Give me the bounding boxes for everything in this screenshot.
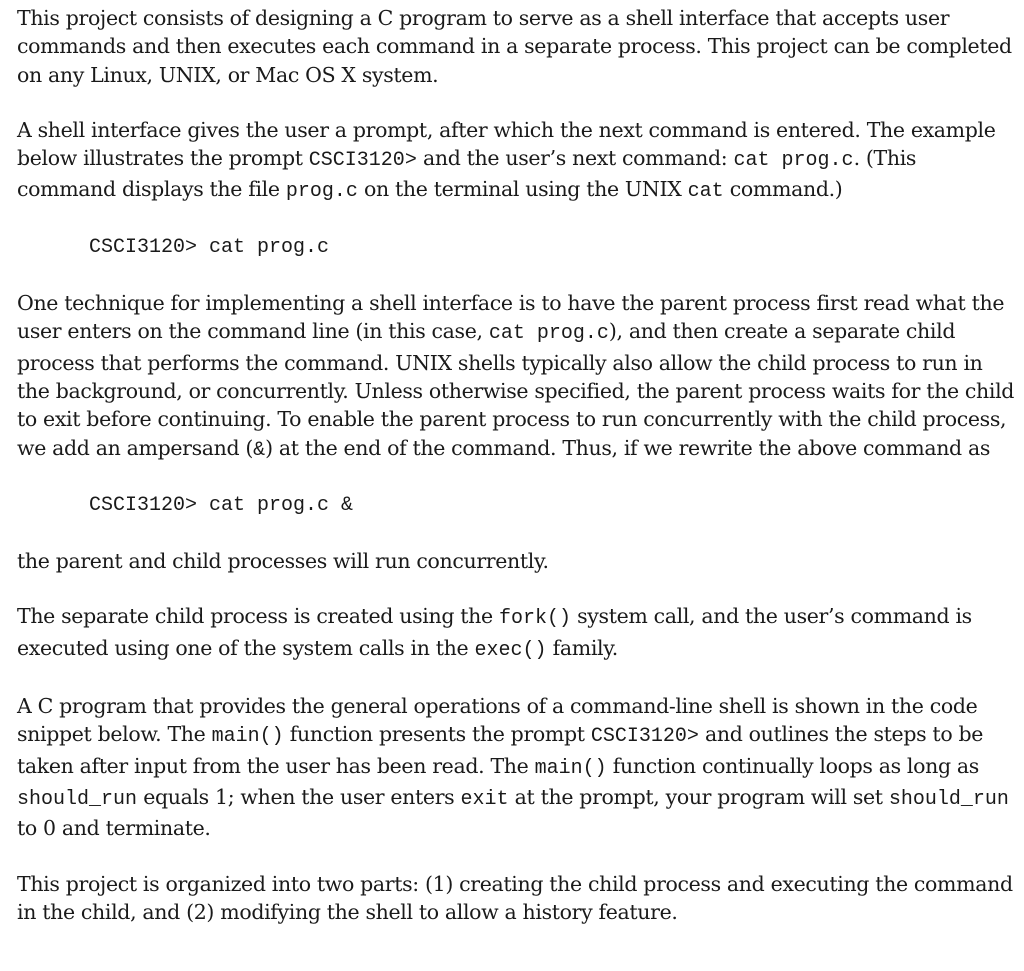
code-should-run: should_run <box>17 787 138 811</box>
code-main: main() <box>534 756 607 780</box>
code-example-1: CSCI3120> cat prog.c <box>89 235 330 259</box>
text: and the user’s next command: <box>416 146 734 171</box>
code-prompt: CSCI3120> <box>590 725 699 749</box>
text: at the prompt, your program will set <box>508 784 889 809</box>
text: command.) <box>723 177 843 202</box>
code-exec: exec() <box>474 638 547 662</box>
text: One technique for implementing a shell interface is to have the parent process first read what the user enters on the command line (in this case, <box>17 291 1005 344</box>
text: The separate child process is created using the <box>17 604 499 629</box>
text: ), and then create a separate child process that performs the command. UNIX shells typically also allow the child process to run in the background, or concurrently. Unless otherwise specified, the parent process waits for the child to exit before continuing. To enable the parent process to run concurrently with the child process, we add an ampersand ( <box>17 319 1015 460</box>
text: equals 1; when the user enters <box>137 784 461 809</box>
code-fork: fork() <box>498 607 571 631</box>
code-cat: cat <box>687 180 724 204</box>
text: and outlines the steps to be taken after input from the user has been read. The <box>17 722 984 778</box>
text: to 0 and terminate. <box>17 816 211 841</box>
paragraph-c-program <box>17 692 1017 842</box>
code-prompt: CSCI3120> <box>308 149 417 173</box>
paragraph-fork-exec <box>17 602 1017 665</box>
text: family. <box>546 635 618 660</box>
text: on the terminal using the UNIX <box>357 177 688 202</box>
text: A C program that provides the general operations of a command-line shell is shown in the code snippet below. The <box>17 694 978 747</box>
text: function presents the prompt <box>283 722 591 747</box>
paragraph-project-parts: This project is organized into two parts: (1) creating the child process and executing the command in the child, and (2) modifying the shell to allow a history feature. <box>17 871 1013 924</box>
paragraph-concurrent: the parent and child processes will run concurrently. <box>17 549 549 574</box>
paragraph-intro: This project consists of designing a C program to serve as a shell interface that accepts user commands and then executes each command in a separate process. This project can be completed on any Linux, UNIX, or Mac OS X system. <box>17 6 1012 87</box>
code-example-2: CSCI3120> cat prog.c & <box>89 493 354 517</box>
code-main: main() <box>211 725 284 749</box>
code-exit: exit <box>460 787 509 811</box>
code-should-run: should_run <box>888 787 1009 811</box>
code-filename: prog.c <box>285 180 358 204</box>
code-command: cat prog.c <box>488 322 609 346</box>
text: function continually loops as long as <box>606 753 979 778</box>
text: ) at the end of the command. Thus, if we rewrite the above command as <box>265 435 991 460</box>
text: system call, and the user’s command is executed using one of the system calls in the <box>17 604 972 660</box>
paragraph-technique <box>17 289 1017 465</box>
text: . (This command displays the file <box>17 146 917 202</box>
code-ampersand: & <box>253 438 266 462</box>
text: A shell interface gives the user a prompt, after which the next command is entered. The example below illustrates the prompt <box>17 117 996 171</box>
document-page <box>17 4 1017 953</box>
code-command: cat prog.c <box>733 149 854 173</box>
paragraph-shell-prompt <box>17 116 1017 207</box>
